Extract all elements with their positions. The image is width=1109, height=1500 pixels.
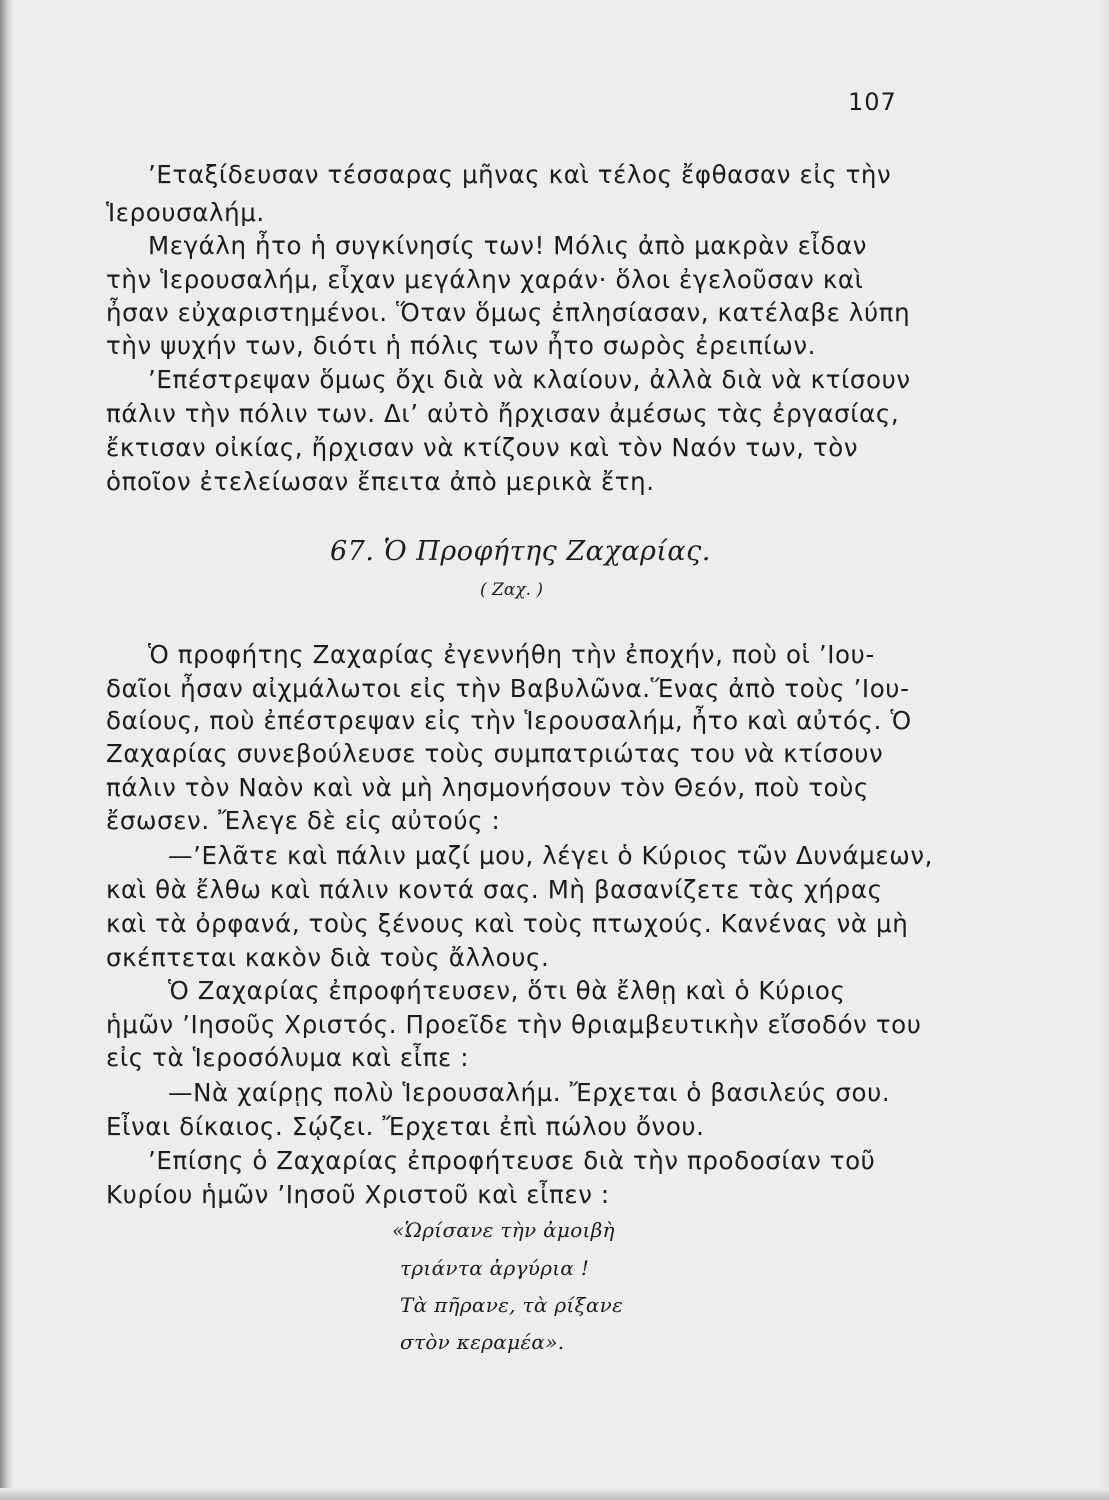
text-line: τὴν Ἱερουσαλήμ, εἶχαν μεγάλην χαράν· ὅλοι ἐγελοῦσαν καὶ: [106, 265, 864, 294]
text-line: Ἱερουσαλήμ.: [106, 198, 265, 227]
poem-line: Τὰ πῆρανε, τὰ ρίξανε: [400, 1293, 624, 1317]
text-line: ἡμῶν ’Ιησοῦς Χριστός. Προεῖδε τὴν θριαμβευτικὴν εἴσοδόν του: [106, 1010, 922, 1039]
text-line: καὶ τὰ ὀρφανά, τοὺς ξένους καὶ τοὺς πτωχούς. Κανένας νὰ μὴ: [106, 909, 909, 938]
text-line: δαῖοι ἦσαν αἰχμάλωτοι εἰς τὴν Βαβυλῶνα.Ἕνας ἀπὸ τοὺς ’Ιου-: [106, 674, 910, 703]
text-line: Ὁ προφήτης Ζαχαρίας ἐγεννήθη τὴν ἐποχήν, ποὺ οἱ ’Ιου-: [148, 640, 875, 669]
text-line: ’Εταξίδευσαν τέσσαρας μῆνας καὶ τέλος ἔφθασαν εἰς τὴν: [148, 160, 892, 189]
section-reference: ( Ζαχ. ): [480, 580, 544, 600]
text-line: εἰς τὰ Ἱεροσόλυμα καὶ εἶπε :: [106, 1043, 470, 1072]
text-line: καὶ θὰ ἔλθω καὶ πάλιν κοντά σας. Μὴ βασανίζετε τὰς χήρας: [106, 875, 883, 904]
text-line: Μεγάλη ἦτο ἡ συγκίνησίς των! Μόλις ἀπὸ μακρὰν εἶδαν: [148, 231, 867, 260]
page-right-edge: [1099, 0, 1109, 1500]
page-left-shadow: [0, 0, 14, 1500]
poem-line: τριάντα ἀργύρια !: [400, 1256, 590, 1280]
page-number: 107: [848, 88, 897, 116]
text-line: ’Επίσης ὁ Ζαχαρίας ἐπροφήτευσε διὰ τὴν προδοσίαν τοῦ: [148, 1146, 876, 1175]
text-line: Κυρίου ἡμῶν ’Ιησοῦ Χριστοῦ καὶ εἶπεν :: [106, 1180, 610, 1209]
text-line: σκέπτεται κακὸν διὰ τοὺς ἄλλους.: [106, 943, 550, 972]
poem-line: «Ὡρίσανε τὴν ἀμοιβὴ: [392, 1218, 615, 1242]
section-heading: 67. Ὁ Προφήτης Ζαχαρίας.: [330, 536, 711, 567]
text-line: δαίους, ποὺ ἐπέστρεψαν εἰς τὴν Ἱερουσαλήμ, ἦτο καὶ αὐτός. Ὁ: [106, 706, 912, 735]
text-line: ’Επέστρεψαν ὅμως ὄχι διὰ νὰ κλαίουν, ἀλλὰ διὰ νὰ κτίσουν: [148, 365, 911, 394]
text-line: Ζαχαρίας συνεβούλευσε τοὺς συμπατριώτας του νὰ κτίσουν: [106, 739, 884, 768]
text-line: ὁποῖον ἐτελείωσαν ἔπειτα ἀπὸ μερικὰ ἔτη.: [106, 467, 655, 496]
text-line: —’Ελᾶτε καὶ πάλιν μαζί μου, λέγει ὁ Κύριος τῶν Δυνάμεων,: [168, 841, 934, 870]
text-line: ἔκτισαν οἰκίας, ἤρχισαν νὰ κτίζουν καὶ τὸν Ναόν των, τὸν: [106, 433, 859, 462]
text-line: πάλιν τὸν Ναὸν καὶ νὰ μὴ λησμονήσουν τὸν Θεόν, ποὺ τοὺς: [106, 773, 870, 802]
text-line: πάλιν τὴν πόλιν των. Δι’ αὐτὸ ἤρχισαν ἀμέσως τὰς ἐργασίας,: [106, 399, 900, 428]
text-line: Εἶναι δίκαιος. Σῴζει. Ἔρχεται ἐπὶ πώλου ὄνου.: [106, 1112, 705, 1141]
text-line: ἦσαν εὐχαριστημένοι. Ὅταν ὅμως ἐπλησίασαν, κατέλαβε λύπη: [106, 298, 911, 327]
poem-line: στὸν κεραμέα».: [400, 1330, 565, 1354]
text-line: Ὁ Ζαχαρίας ἐπροφήτευσεν, ὅτι θὰ ἔλθῃ καὶ ὁ Κύριος: [168, 976, 846, 1005]
page-bottom-edge: [0, 1488, 1109, 1500]
text-line: —Νὰ χαίρῃς πολὺ Ἱερουσαλήμ. Ἔρχεται ὁ βασιλεύς σου.: [168, 1078, 891, 1107]
text-line: τὴν ψυχήν των, διότι ἡ πόλις των ἦτο σωρὸς ἐρειπίων.: [106, 331, 816, 360]
text-line: ἔσωσεν. Ἔλεγε δὲ εἰς αὐτούς :: [106, 806, 501, 835]
